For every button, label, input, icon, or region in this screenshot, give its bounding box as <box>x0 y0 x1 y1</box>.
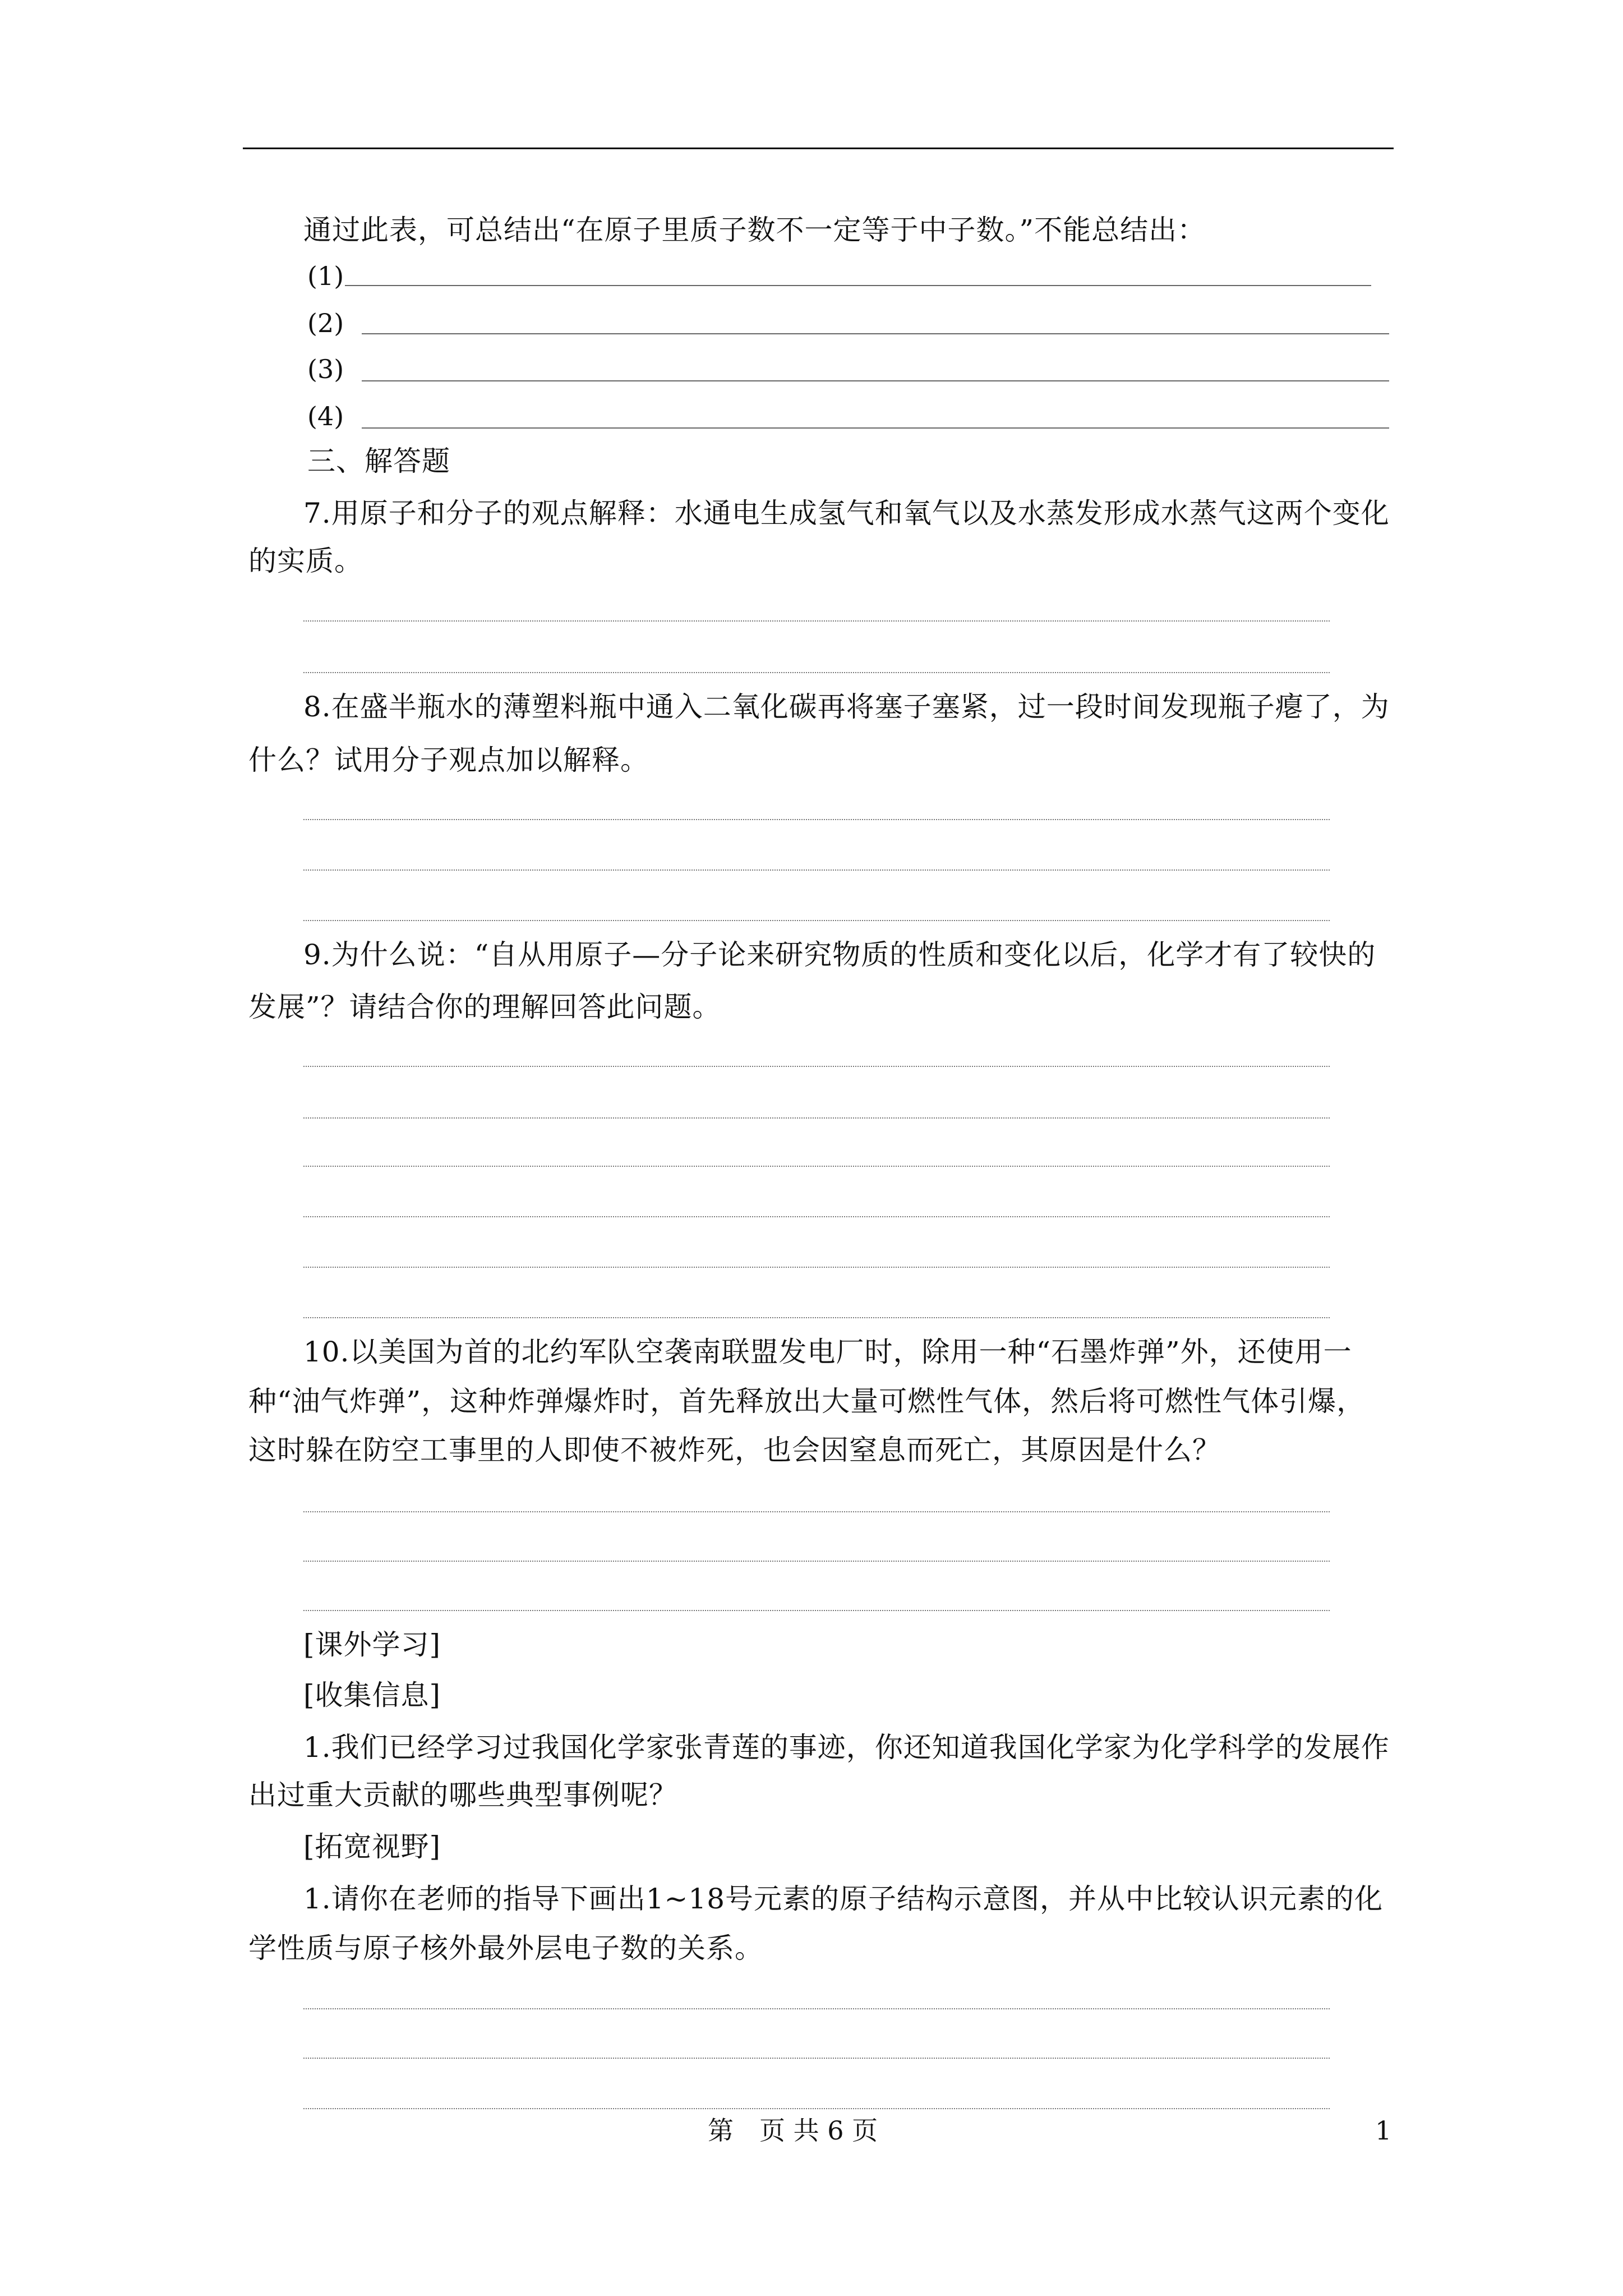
footer-page-number: 1 <box>1375 2115 1392 2146</box>
footer-page-label: 第 页 共 6 页 <box>708 2115 878 2146</box>
q8-line-1: 8.在盛半瓶水的薄塑料瓶中通入二氧化碳再将塞子塞紧，过一段时间发现瓶子瘪了，为 <box>303 691 1390 723</box>
q7-line-1: 7.用原子和分子的观点解释：水通电生成氢气和氧气以及水蒸发形成水蒸气这两个变化 <box>303 497 1390 530</box>
q9-answer-line[interactable] <box>303 1267 1330 1268</box>
blank-label-4: (4) <box>307 401 344 431</box>
broaden-heading: [拓宽视野] <box>303 1830 441 1863</box>
q8-line-2: 什么？试用分子观点加以解释。 <box>248 744 649 776</box>
q10-answer-line[interactable] <box>303 1561 1330 1562</box>
collect-q1-line-1: 1.我们已经学习过我国化学家张青莲的事迹，你还知道我国化学家为化学科学的发展作 <box>303 1731 1390 1764</box>
blank-label-3: (3) <box>307 354 344 384</box>
blank-line-2[interactable] <box>362 333 1389 334</box>
q8-answer-line[interactable] <box>303 819 1330 820</box>
q9-line-1: 9.为什么说：“自从用原子—分子论来研究物质的性质和变化以后，化学才有了较快的 <box>303 938 1376 971</box>
q8-answer-line[interactable] <box>303 869 1330 871</box>
header-rule <box>243 148 1394 149</box>
broaden-q1-line-1: 1.请你在老师的指导下画出1~18号元素的原子结构示意图，并从中比较认识元素的化 <box>303 1883 1384 1915</box>
q8-answer-line[interactable] <box>303 920 1330 921</box>
broaden-q1-line-2: 学性质与原子核外最外层电子数的关系。 <box>248 1932 763 1964</box>
q9-answer-line[interactable] <box>303 1317 1330 1318</box>
q7-answer-line[interactable] <box>303 620 1330 622</box>
q10-line-3: 这时躲在防空工事里的人即使不被炸死，也会因窒息而死亡，其原因是什么？ <box>248 1434 1221 1466</box>
broaden-answer-line[interactable] <box>303 2058 1330 2059</box>
q9-answer-line[interactable] <box>303 1216 1330 1217</box>
q9-answer-line[interactable] <box>303 1166 1330 1167</box>
blank-line-1[interactable] <box>345 285 1371 286</box>
q9-line-2: 发展”？请结合你的理解回答此问题。 <box>248 991 721 1023</box>
blank-line-4[interactable] <box>362 427 1389 429</box>
q9-answer-line[interactable] <box>303 1066 1330 1067</box>
q10-answer-line[interactable] <box>303 1610 1330 1611</box>
intro-text: 通过此表，可总结出“在原子里质子数不一定等于中子数。”不能总结出： <box>303 214 1206 246</box>
broaden-answer-line[interactable] <box>303 2008 1330 2009</box>
q10-line-2: 种“油气炸弹”，这种炸弹爆炸时，首先释放出大量可燃性气体，然后将可燃性气体引爆， <box>248 1385 1366 1418</box>
q10-answer-line[interactable] <box>303 1511 1330 1512</box>
blank-line-3[interactable] <box>362 380 1389 381</box>
q7-answer-line[interactable] <box>303 672 1330 673</box>
collect-q1-line-2: 出过重大贡献的哪些典型事例呢？ <box>248 1779 677 1811</box>
extra-heading: [课外学习] <box>303 1628 441 1661</box>
q10-line-1: 10.以美国为首的北约军队空袭南联盟发电厂时，除用一种“石墨炸弹”外，还使用一 <box>303 1336 1352 1368</box>
section-heading: 三、解答题 <box>307 445 450 477</box>
collect-info-heading: [收集信息] <box>303 1679 441 1711</box>
broaden-answer-line[interactable] <box>303 2108 1330 2109</box>
q9-answer-line[interactable] <box>303 1117 1330 1119</box>
q7-line-2: 的实质。 <box>248 545 363 577</box>
blank-label-2: (2) <box>307 308 344 338</box>
blank-label-1: (1) <box>307 261 344 291</box>
